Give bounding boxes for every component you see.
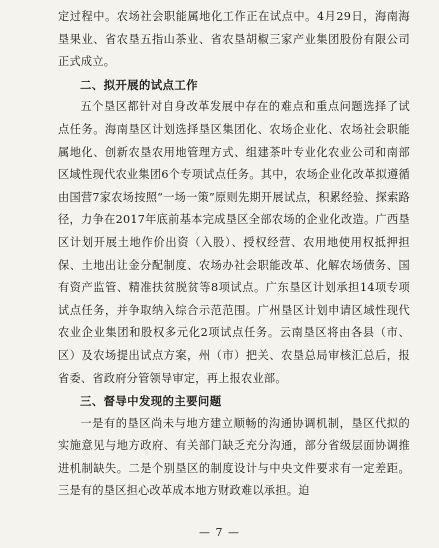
section-heading-2: 二、拟开展的试点工作 — [80, 77, 198, 92]
section-heading-3: 三、督导中发现的主要问题 — [80, 394, 222, 409]
page-number: — 7 — — [199, 526, 240, 539]
body-paragraph-pilot-work: 五个垦区都针对自身改革发展中存在的难点和重点问题选择了试点任务。海南垦区计划选择垦区集团化、农场企业化、农场社会职能属地化、创新农垦农用地管理方式、组建茶叶专业化农业公司和南部区域性现代农业集团6个专项试点任务。其中，农场企业化改革拟遵循由国营7家农场按照“一场一策”原则先期开展试点，积累经验、探索路径，力争在2017年底前基本完成垦区全部农场的企业化改造。广西垦区计划开展土地作价出资（入股）、授权经营、农用地使用权抵押担保、土地出让金分配制度、农场办社会职能改革、化解农场债务、国有资产监管、精准扶贫脱贫等8项试点。广东垦区计划承担14项专项试点任务，并争取纳入综合示范范围。广州垦区计划申请区域性现代农业企业集团和股权多元化2项试点任务。云南垦区将由各县（市、区）及农场提出试点方案，州（市）把关、农垦总局审核汇总后，报省委、省政府分管领导审定，再上报农业部。 — [58, 100, 410, 385]
document-page — [58, 6, 410, 503]
body-paragraph-intro: 定过程中。农场社会职能属地化工作正在试点中。4月29日，海南海垦果业、省农垦五指山茶业、省农垦胡椒三家产业集团股份有限公司正式成立。 — [58, 10, 410, 69]
body-paragraph-problems: 一是有的垦区尚未与地方建立顺畅的沟通协调机制，垦区代拟的实施意见与地方政府、有关部门缺乏充分沟通，部分省级层面协调推进机制缺失。二是个别垦区的制度设计与中央文件要求有一定差距。三是有的垦区担心改革成本地方财政难以承担。迫 — [58, 416, 410, 498]
